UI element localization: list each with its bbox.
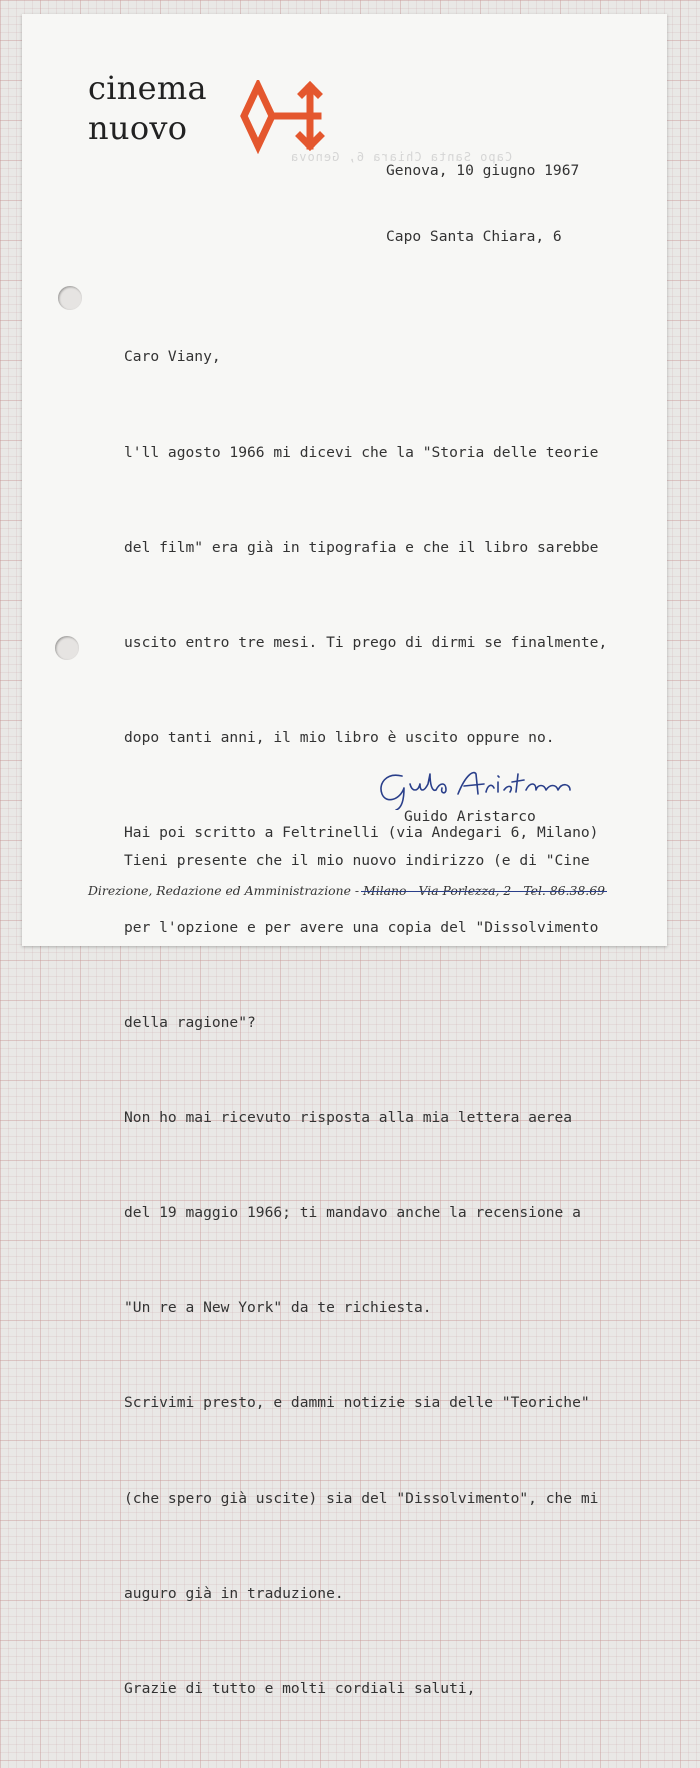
brand-line-2: nuovo: [88, 109, 188, 147]
salutation: Caro Viany,: [124, 348, 221, 366]
letter-body: [124, 278, 607, 1768]
handwritten-signature: [374, 770, 594, 810]
brand-line-1: cinema: [88, 69, 207, 107]
body-line: della ragione"?: [124, 1014, 256, 1032]
body-line: dopo tanti anni, il mio libro è uscito oppure no.: [124, 728, 555, 746]
body-line: del film" era già in tipografia e che il libro sarebbe: [124, 538, 599, 556]
letterhead-brand: [88, 68, 207, 148]
place-date: Genova, 10 giugno 1967: [386, 162, 580, 179]
punch-hole: [58, 286, 82, 310]
body-line: auguro già in traduzione.: [124, 1584, 344, 1602]
letter-header: [386, 116, 579, 292]
letterhead-footer: [88, 883, 605, 898]
body-line: "Un re a New York" da te richiesta.: [124, 1299, 432, 1317]
body-line: (che spero già uscite) sia del "Dissolvimento", che mi: [124, 1489, 599, 1507]
body-line: Hai poi scritto a Feltrinelli (via Andegari 6, Milano): [124, 823, 599, 841]
body-line: del 19 maggio 1966; ti mandavo anche la recensione a: [124, 1204, 581, 1222]
signer-name: Guido Aristarco: [404, 808, 536, 825]
show-through-text: Capo Santa Chiara 6, Genova: [290, 150, 513, 164]
body-line: l'll agosto 1966 mi dicevi che la "Storia delle teorie: [124, 443, 599, 461]
letter-sheet: [22, 14, 667, 1697]
body-line: Non ho mai ricevuto risposta alla mia lettera aerea: [124, 1109, 573, 1127]
punch-hole: [55, 636, 79, 660]
body-line: Scrivimi presto, e dammi notizie sia delle "Teoriche": [124, 1394, 590, 1412]
footer-struck-address: Milano - Via Porlezza, 2 - Tel. 86.38.69: [363, 883, 605, 898]
cinema-nuovo-logo-icon: [240, 80, 332, 154]
footer-text: Direzione, Redazione ed Amministrazione -: [88, 883, 364, 898]
postscript-line: Tieni presente che il mio nuovo indirizzo (e di "Cine: [124, 852, 590, 869]
body-line: uscito entro tre mesi. Ti prego di dirmi se finalmente,: [124, 633, 608, 651]
sender-address: Capo Santa Chiara, 6: [386, 228, 562, 245]
body-line: per l'opzione e per avere una copia del "Dissolvimento: [124, 918, 599, 936]
closing-line: Grazie di tutto e molti cordiali saluti,: [124, 1679, 476, 1697]
